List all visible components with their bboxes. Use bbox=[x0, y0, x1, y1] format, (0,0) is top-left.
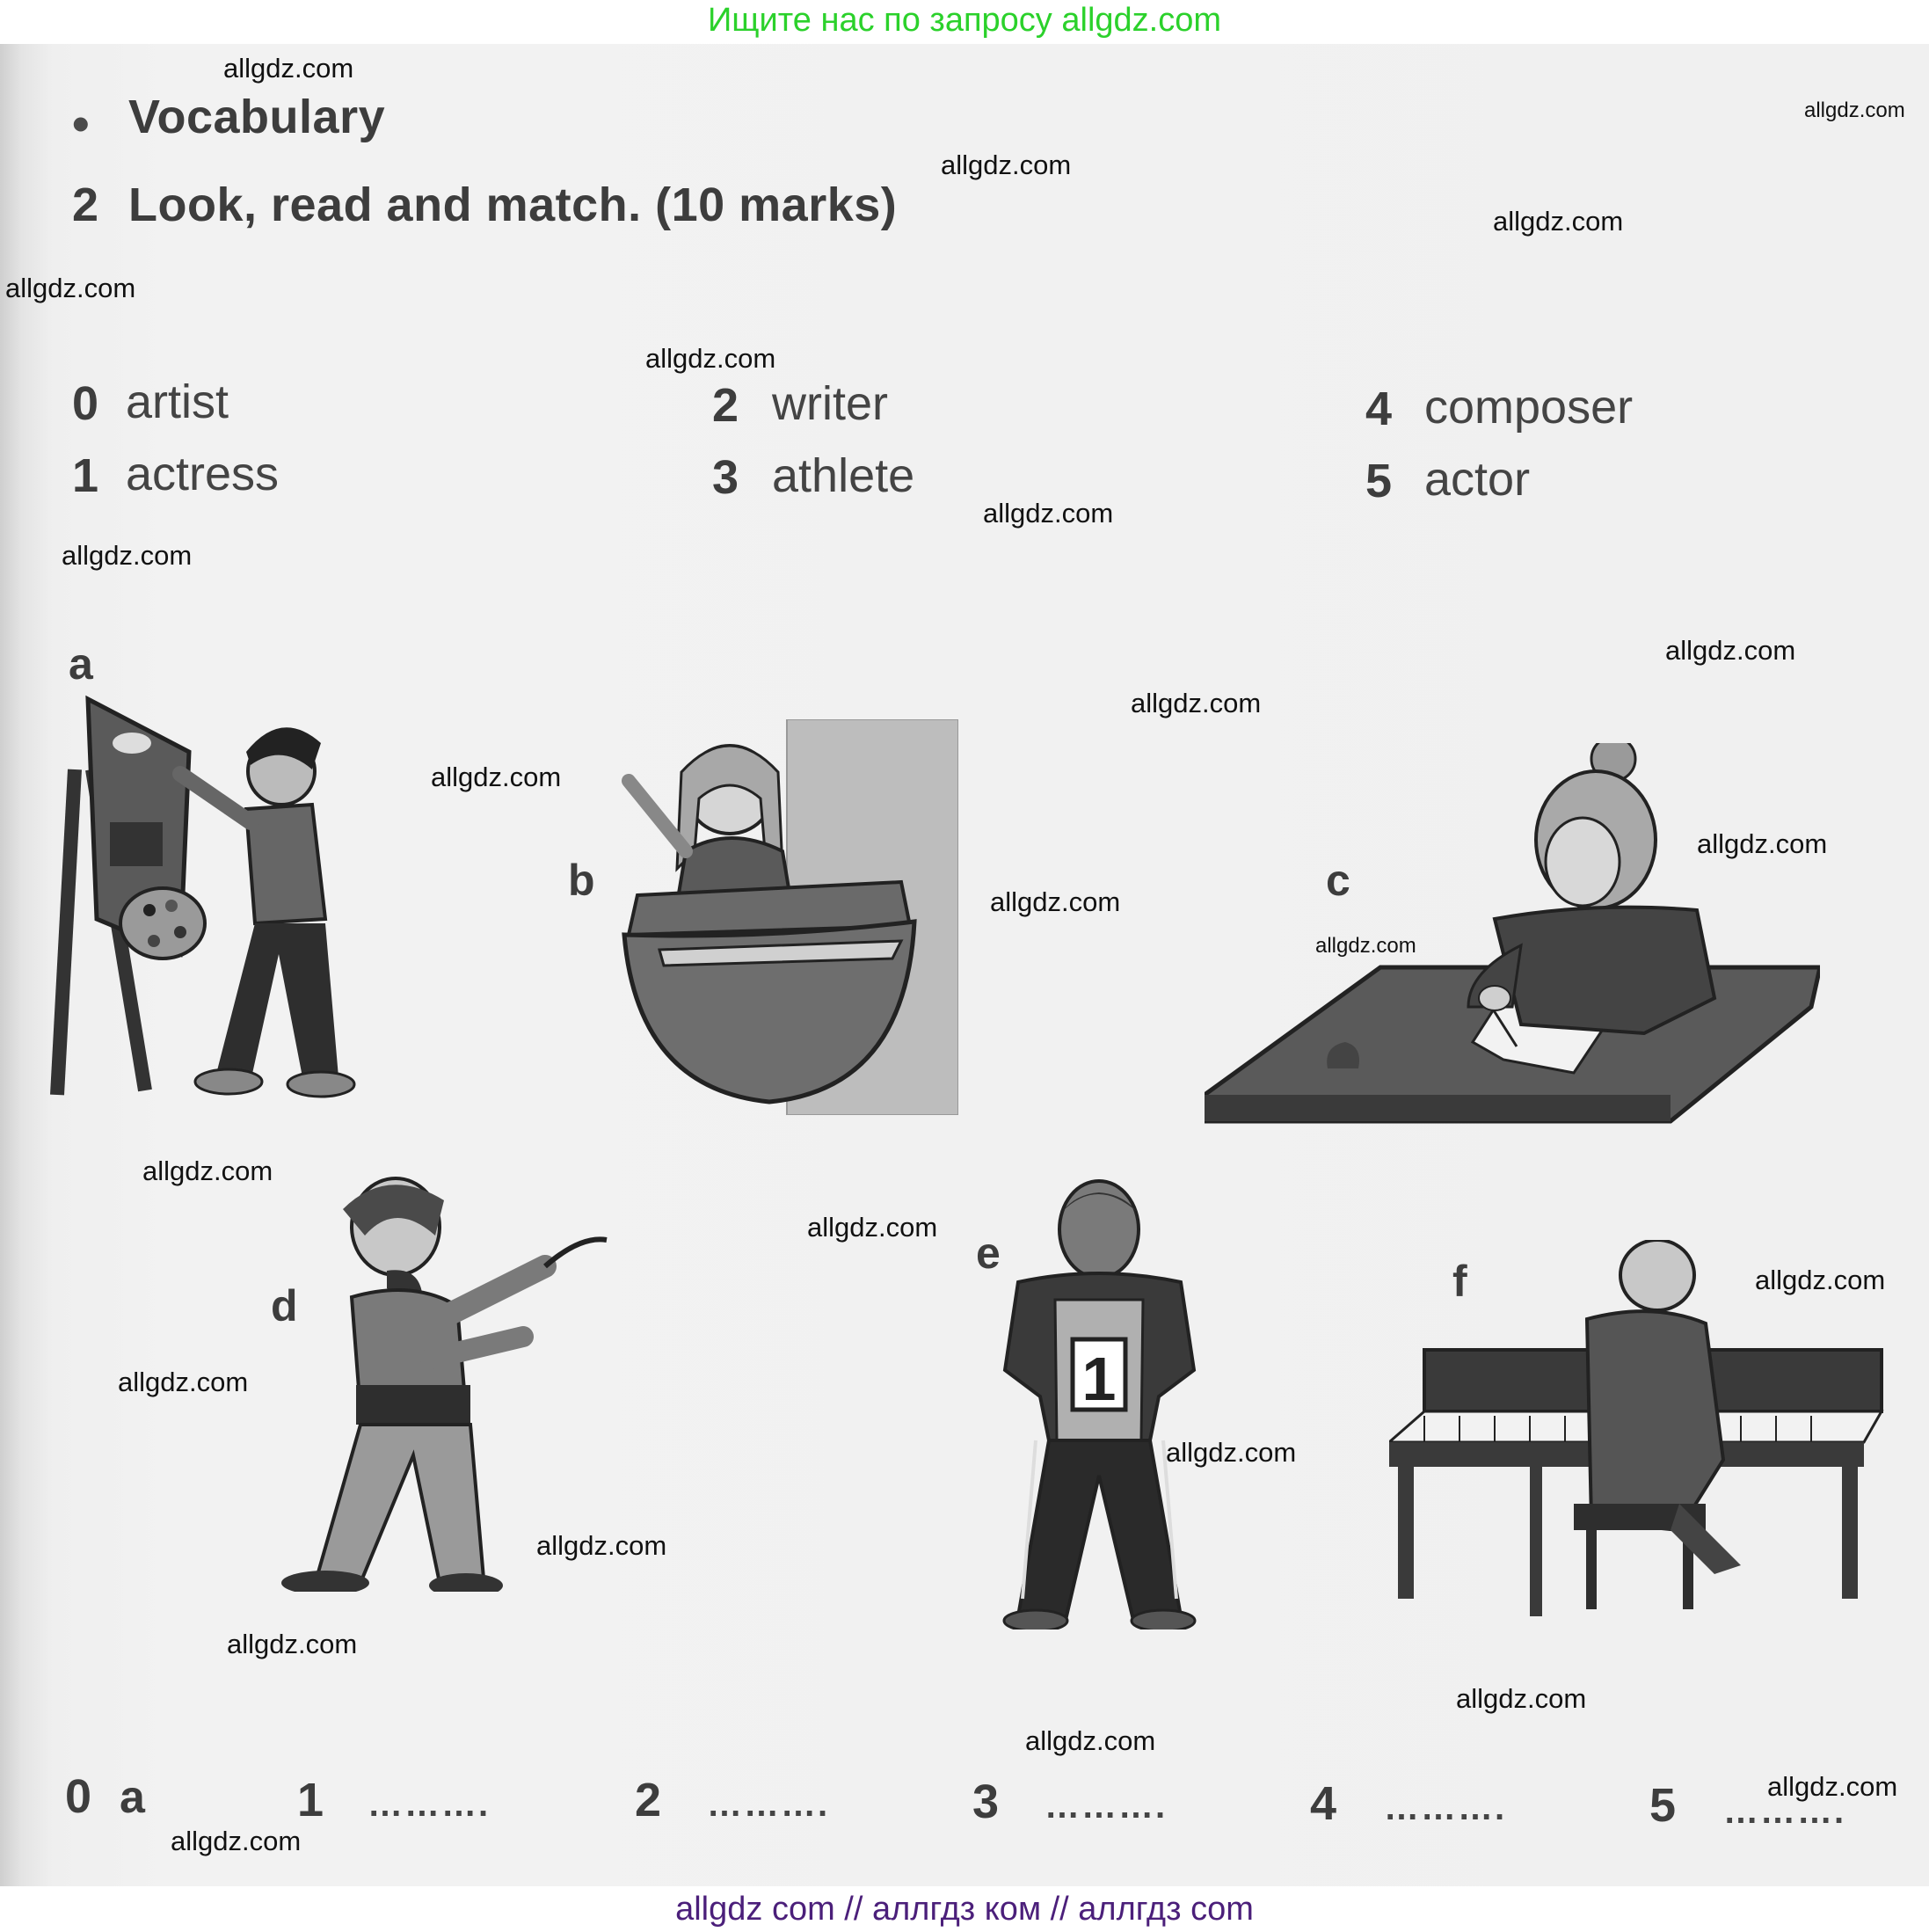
watermark: allgdz.com bbox=[807, 1212, 938, 1243]
word-label: composer bbox=[1424, 381, 1634, 434]
answer-number: 0 bbox=[65, 1770, 92, 1823]
answer-number: 4 bbox=[1310, 1777, 1337, 1830]
watermark: allgdz.com bbox=[1456, 1683, 1587, 1714]
watermark: allgdz.com bbox=[62, 540, 193, 571]
actress-on-balcony-icon bbox=[611, 719, 958, 1115]
watermark: allgdz.com bbox=[1131, 688, 1262, 718]
watermark: allgdz.com bbox=[990, 886, 1121, 917]
answer-number: 3 bbox=[972, 1775, 1000, 1828]
watermark: allgdz.com bbox=[1493, 206, 1624, 237]
watermark: allgdz.com bbox=[227, 1629, 358, 1659]
answer-value: a bbox=[120, 1772, 145, 1823]
word-number: 5 bbox=[1365, 455, 1393, 507]
painter-at-easel-icon bbox=[48, 690, 365, 1104]
answer-blank[interactable]: ………. bbox=[368, 1785, 491, 1824]
word-number: 4 bbox=[1365, 383, 1393, 435]
answer-blank[interactable]: ………. bbox=[1723, 1792, 1846, 1831]
composer-at-piano-icon bbox=[1389, 1240, 1886, 1618]
watermark: allgdz.com bbox=[1804, 98, 1905, 122]
answer-blank[interactable]: ………. bbox=[1045, 1787, 1168, 1826]
top-banner[interactable]: Ищите нас по запросу allgdz.com bbox=[707, 2, 1221, 39]
watermark: allgdz.com bbox=[5, 273, 136, 303]
watermark: allgdz.com bbox=[1025, 1725, 1156, 1756]
word-label: actress bbox=[126, 448, 280, 500]
exercise-number: 2 bbox=[72, 179, 99, 231]
word-number: 3 bbox=[712, 451, 739, 504]
word-number: 1 bbox=[72, 449, 99, 502]
watermark: allgdz.com bbox=[645, 343, 776, 374]
picture-letter-e: e bbox=[976, 1228, 1001, 1278]
watermark: allgdz.com bbox=[1767, 1771, 1898, 1802]
watermark: allgdz.com bbox=[536, 1530, 667, 1561]
watermark: allgdz.com bbox=[118, 1367, 249, 1397]
watermark: allgdz.com bbox=[431, 762, 562, 792]
watermark: allgdz.com bbox=[1755, 1265, 1886, 1295]
writer-at-desk-icon bbox=[1205, 743, 1820, 1130]
watermark: allgdz.com bbox=[142, 1156, 273, 1186]
watermark: allgdz.com bbox=[223, 53, 354, 84]
athlete-number-one-icon bbox=[983, 1177, 1213, 1629]
word-label: writer bbox=[772, 377, 888, 430]
section-bullet: • bbox=[72, 96, 90, 151]
athlete-shirt-number: 1 bbox=[1081, 1345, 1117, 1413]
picture-letter-d: d bbox=[271, 1281, 298, 1331]
picture-letter-a: a bbox=[69, 639, 93, 689]
answer-number: 1 bbox=[297, 1774, 324, 1826]
word-number: 0 bbox=[72, 377, 99, 430]
watermark: allgdz.com bbox=[1315, 934, 1416, 958]
picture-letter-b: b bbox=[568, 856, 595, 905]
actor-gesturing-icon bbox=[255, 1174, 624, 1592]
answer-number: 5 bbox=[1649, 1779, 1677, 1832]
section-title: Vocabulary bbox=[128, 91, 386, 143]
answer-blank[interactable]: ………. bbox=[1384, 1789, 1507, 1827]
watermark: allgdz.com bbox=[983, 498, 1114, 529]
bottom-banner[interactable]: allgdz com // аллгдз ком // аллгдз com bbox=[675, 1891, 1254, 1928]
watermark: allgdz.com bbox=[941, 149, 1072, 180]
answer-blank[interactable]: ………. bbox=[707, 1785, 830, 1824]
exercise-instruction: Look, read and match. (10 marks) bbox=[128, 179, 898, 231]
watermark: allgdz.com bbox=[171, 1826, 302, 1856]
answer-number: 2 bbox=[635, 1774, 662, 1826]
word-label: artist bbox=[126, 375, 229, 428]
word-label: actor bbox=[1424, 453, 1531, 506]
word-number: 2 bbox=[712, 379, 739, 432]
watermark: allgdz.com bbox=[1665, 635, 1796, 666]
picture-letter-f: f bbox=[1452, 1257, 1467, 1306]
watermark: allgdz.com bbox=[1166, 1437, 1297, 1468]
watermark: allgdz.com bbox=[1697, 828, 1828, 859]
picture-letter-c: c bbox=[1326, 856, 1350, 905]
word-label: athlete bbox=[772, 449, 915, 502]
